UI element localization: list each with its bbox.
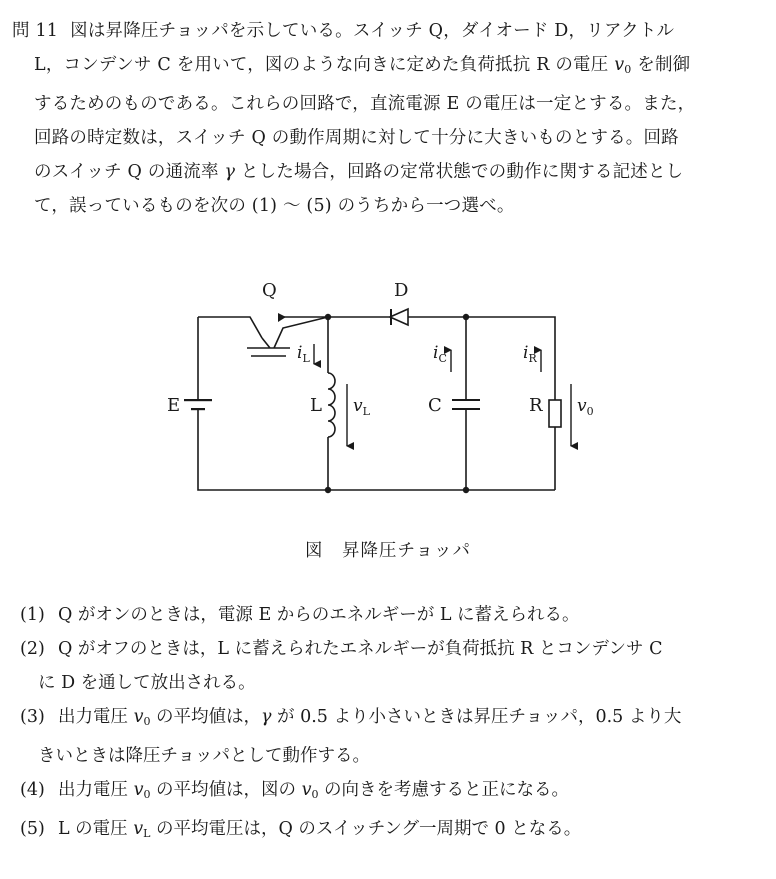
node-bottom-c — [463, 487, 469, 493]
wire-e-bottom — [198, 410, 555, 490]
choice-1[interactable]: (1) Q がオンのときは，電源 E からのエネルギーが L に蓄えられる。 — [20, 605, 580, 625]
resistor-r — [549, 400, 561, 427]
capacitor-plate-bottom — [452, 408, 480, 410]
label-il: $i_L$ — [297, 343, 310, 365]
choice-2[interactable]: (2) Q がオフのときは，L に蓄えられたエネルギーが負荷抵抗 R とコンデンサ C に D を通して放出される。 — [20, 639, 663, 693]
figure-caption: 図 昇降圧チョッパ — [305, 541, 471, 561]
question-number: 問 11 — [12, 21, 59, 41]
question-line-2: L，コンデンサ C を用いて，図のような向きに定めた負荷抵抗 R の電圧 $v_0$ を制御 — [34, 55, 691, 76]
choice-5[interactable]: (5) L の電圧 $v_L$ の平均電圧は，Q のスイッチング一周期で 0 となる。 — [20, 819, 582, 840]
label-ic: $i_C$ — [433, 343, 447, 365]
node-bottom-l — [325, 487, 331, 493]
label-ir: $i_R$ — [523, 343, 537, 365]
label-d: D — [394, 280, 409, 301]
question-line-4: 回路の時定数は，スイッチ Q の動作周期に対して十分に大きいものとする。回路 — [34, 128, 679, 148]
capacitor-plate-top — [452, 399, 480, 401]
transistor-arrow — [278, 313, 286, 322]
label-r: R — [529, 395, 543, 416]
battery-short-plate — [191, 408, 205, 410]
label-e: E — [167, 395, 181, 416]
label-q: Q — [262, 280, 277, 301]
question-line-5: のスイッチ Q の通流率 γ とした場合，回路の定常状態での動作に関する記述とし — [34, 162, 684, 182]
battery-long-plate — [184, 399, 212, 401]
label-vl: $v_L$ — [353, 396, 370, 418]
var-gamma: γ — [224, 162, 236, 182]
transistor-q — [247, 317, 328, 356]
question-line-3: するためのものである。これらの回路で，直流電源 E の電圧は一定とする。また， — [34, 94, 696, 114]
label-l: L — [310, 395, 322, 416]
choice-3[interactable]: (3) 出力電圧 $v_0$ の平均値は，γ が 0.5 より小さいときは昇圧チョッパ，0.5 より大 きいときは降圧チョッパとして動作する。 — [20, 707, 682, 766]
node-top-l — [325, 314, 331, 320]
wire-top-left-h — [198, 317, 262, 338]
inductor-l — [328, 373, 335, 437]
label-c: C — [428, 395, 442, 416]
var-v0: $v_0$ — [614, 55, 632, 76]
circuit-diagram — [150, 270, 610, 510]
choice-4[interactable]: (4) 出力電圧 $v_0$ の平均値は，図の $v_0$ の向きを考慮すると正になる。 — [20, 780, 570, 801]
diode-d — [390, 309, 408, 325]
question-text — [12, 14, 764, 223]
label-v0: $v_0$ — [577, 396, 594, 418]
question-line-6: て，誤っているものを次の (1) ～ (5) のうちから一つ選べ。 — [34, 196, 515, 216]
node-top-c — [463, 314, 469, 320]
question-line-1: 問 11 図は昇降圧チョッパを示している。スイッチ Q，ダイオード D，リアクトル — [12, 21, 675, 41]
answer-choices — [20, 598, 765, 851]
